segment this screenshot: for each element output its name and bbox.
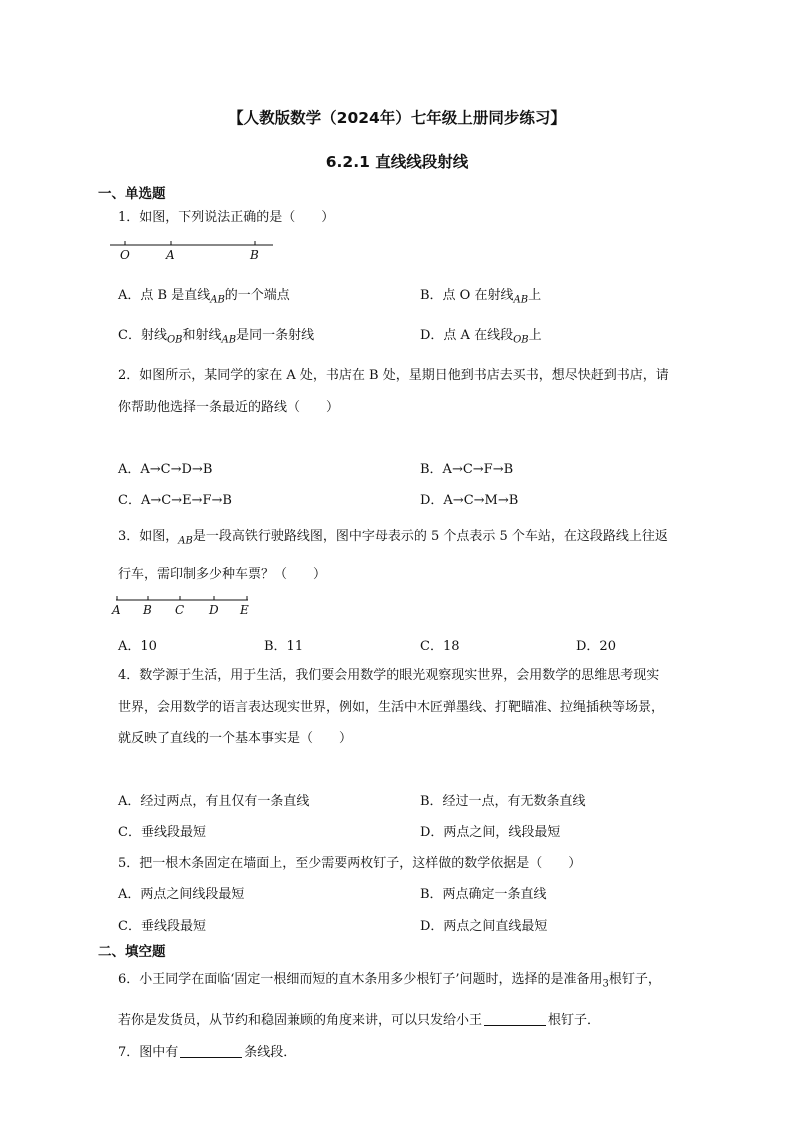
- question-1-option-a[interactable]: [118, 284, 290, 306]
- station-e-label: E: [240, 603, 249, 617]
- option-text: 的一个端点: [224, 288, 290, 303]
- number-symbol: 3: [602, 978, 609, 990]
- question-4-option-a[interactable]: A．经过两点，有且仅有一条直线: [118, 794, 310, 809]
- question-2-option-c[interactable]: C．A→C→E→F→B: [118, 493, 232, 508]
- option-text: 上: [528, 328, 542, 343]
- question-2-stem-line-2: 你帮助他选择一条最近的路线（ ）: [118, 400, 340, 415]
- question-3-option-d[interactable]: D．20: [576, 639, 616, 654]
- answer-blank-6[interactable]: [484, 1013, 546, 1026]
- stem-text: 条线段．: [244, 1045, 297, 1060]
- section-heading-single-choice: 一、单选题: [98, 186, 166, 202]
- station-b-label: B: [143, 603, 152, 617]
- stem-text: 若你是发货员，从节约和稳固兼顾的角度来讲，可以只发给小王: [118, 1013, 483, 1028]
- question-5-stem: 5．把一根木条固定在墙面上，至少需要两枚钉子，这样做的数学依据是（ ）: [118, 856, 582, 871]
- section-heading-fill-blank: 二、填空题: [98, 944, 166, 960]
- option-text: D．点 A 在线段: [420, 328, 514, 343]
- option-text: 上: [528, 288, 542, 303]
- question-4-option-b[interactable]: B．经过一点，有无数条直线: [420, 794, 586, 809]
- question-1-option-c[interactable]: [118, 324, 314, 346]
- answer-blank-7[interactable]: [180, 1045, 242, 1058]
- question-3-option-b[interactable]: B．11: [264, 639, 304, 654]
- question-2-option-b[interactable]: B．A→C→F→B: [420, 462, 514, 477]
- page-title: 【人教版数学（2024年）七年级上册同步练习】: [228, 109, 566, 127]
- option-text: 是同一条射线: [236, 328, 315, 343]
- station-c-label: C: [175, 603, 185, 617]
- question-3-figure: [108, 590, 258, 618]
- stem-text: 根钉子．: [548, 1013, 601, 1028]
- question-1-option-d[interactable]: [420, 324, 542, 346]
- station-d-label: D: [209, 603, 219, 617]
- segment-symbol: AB: [221, 334, 237, 346]
- stem-text: 是一段高铁行驶路线图，图中字母表示的 5 个点表示 5 个车站，在这段路线上往返: [192, 529, 668, 544]
- station-a-label: A: [112, 603, 121, 617]
- stem-text: 根钉子，: [608, 972, 661, 987]
- question-2-option-d[interactable]: D．A→C→M→B: [420, 493, 519, 508]
- question-6-stem-line-1: [118, 968, 661, 990]
- page-subtitle: 6.2.1 直线线段射线: [325, 153, 469, 171]
- question-3-stem-line-1: [118, 525, 668, 547]
- question-1-figure: [105, 236, 280, 264]
- stem-text: 3．如图，: [118, 529, 179, 544]
- question-4-stem-line-2: 世界，会用数学的语言表达现实世界，例如，生活中木匠弹墨线、打靶瞄准、拉绳插秧等场景，: [118, 700, 665, 715]
- question-5-option-a[interactable]: A．两点之间线段最短: [118, 887, 245, 902]
- option-text: B．点 O 在射线: [420, 288, 514, 303]
- segment-symbol: AB: [210, 294, 225, 306]
- question-3-option-c[interactable]: C．18: [420, 639, 460, 654]
- point-o-label: O: [120, 248, 130, 262]
- question-4-option-c[interactable]: C．垂线段最短: [118, 825, 206, 840]
- stem-text: 6．小王同学在面临‘固定一根细而短的直木条用多少根钉子’问题时，选择的是准备用: [118, 972, 603, 987]
- question-7-stem: [118, 1041, 296, 1060]
- question-6-stem-line-2: [118, 1009, 600, 1028]
- question-4-stem-line-3: 就反映了直线的一个基本事实是（ ）: [118, 731, 353, 746]
- question-4-stem-line-1: 4．数学源于生活，用于生活，我们要会用数学的眼光观察现实世界，会用数学的思维思考现实: [118, 668, 660, 683]
- question-1-stem: 1．如图，下列说法正确的是（ ）: [118, 210, 335, 225]
- point-b-label: B: [250, 248, 259, 262]
- option-text: C．射线: [118, 328, 167, 343]
- segment-symbol: OB: [513, 334, 529, 346]
- segment-symbol: AB: [513, 294, 529, 306]
- question-2-option-a[interactable]: A．A→C→D→B: [118, 462, 213, 477]
- question-5-option-b[interactable]: B．两点确定一条直线: [420, 887, 547, 902]
- stem-text: 7．图中有: [118, 1045, 179, 1060]
- question-5-option-d[interactable]: D．两点之间直线最短: [420, 919, 548, 934]
- question-3-option-a[interactable]: A．10: [118, 639, 157, 654]
- segment-symbol: AB: [178, 535, 193, 547]
- segment-symbol: OB: [166, 334, 183, 346]
- option-text: A．点 B 是直线: [118, 288, 211, 303]
- question-2-stem-line-1: 2．如图所示，某同学的家在 A 处，书店在 B 处，星期日他到书店去买书，想尽快赶到书店，请: [118, 368, 669, 383]
- option-text: 和射线: [182, 328, 222, 343]
- point-a-label: A: [166, 248, 175, 262]
- question-5-option-c[interactable]: C．垂线段最短: [118, 919, 206, 934]
- question-3-stem-line-2: 行车，需印制多少种车票？（ ）: [118, 567, 327, 582]
- question-1-option-b[interactable]: [420, 284, 541, 306]
- question-4-option-d[interactable]: D．两点之间，线段最短: [420, 825, 561, 840]
